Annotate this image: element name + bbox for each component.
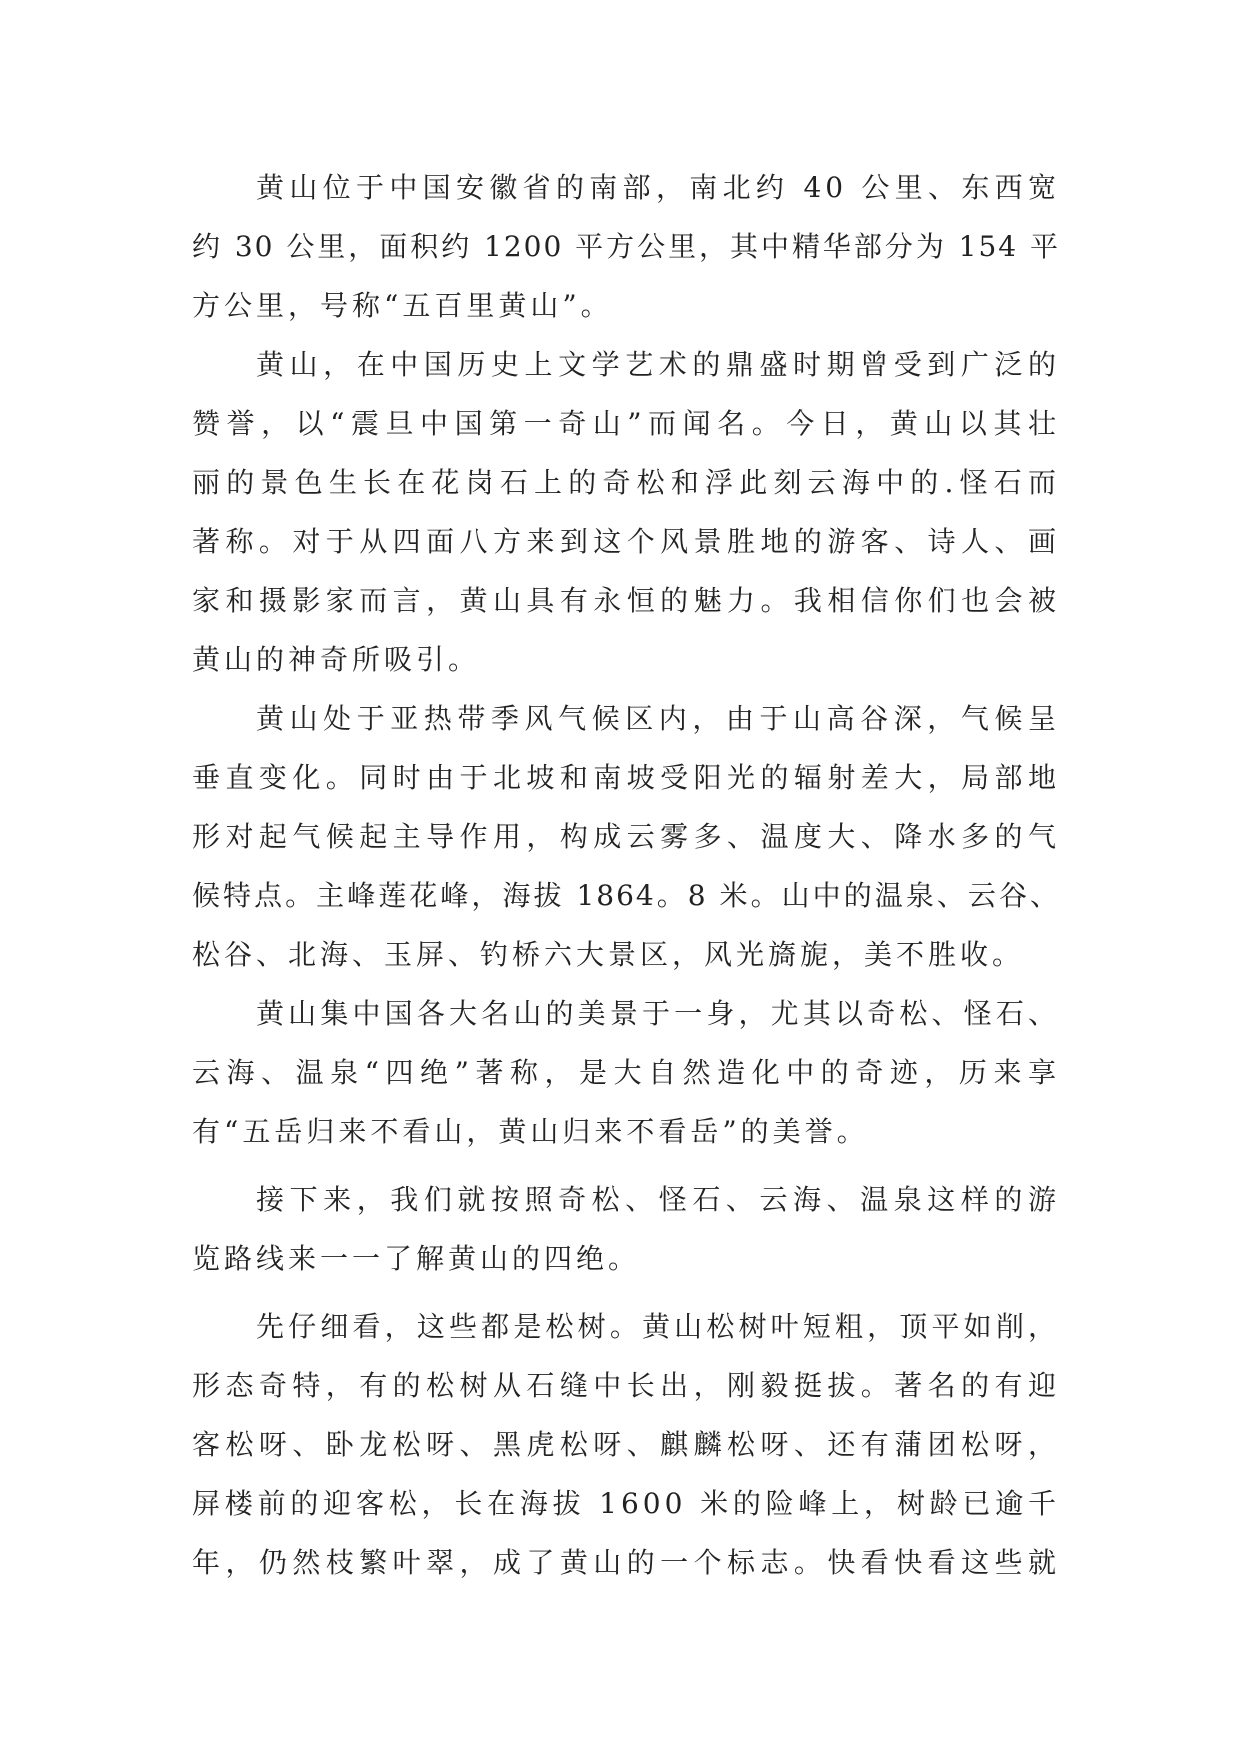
- text-line: 屏楼前的迎客松，长在海拔 1600 米的险峰上，树龄已逾千: [192, 1487, 1060, 1520]
- text-line: 年，仍然枝繁叶翠，成了黄山的一个标志。快看快看这些就: [192, 1546, 1060, 1579]
- paragraph: [192, 984, 1060, 1161]
- paragraph: [192, 689, 1060, 984]
- text-line: 候特点。主峰莲花峰，海拔 1864。8 米。山中的温泉、云谷、: [192, 879, 1060, 912]
- text-line: 松谷、北海、玉屏、钓桥六大景区，风光旖旎，美不胜收。: [192, 938, 1025, 971]
- text-line: 黄山，在中国历史上文学艺术的鼎盛时期曾受到广泛的: [256, 348, 1060, 381]
- text-line: 形对起气候起主导作用，构成云雾多、温度大、降水多的气: [192, 820, 1060, 853]
- text-line: 著称。对于从四面八方来到这个风景胜地的游客、诗人、画: [192, 525, 1060, 558]
- text-line: 云海、温泉“四绝”著称，是大自然造化中的奇迹，历来享: [192, 1056, 1060, 1089]
- document-body: [192, 158, 1060, 1592]
- text-line: 览路线来一一了解黄山的四绝。: [192, 1242, 641, 1275]
- text-line: 丽的景色生长在花岗石上的奇松和浮此刻云海中的.怪石而: [192, 466, 1060, 499]
- paragraph-gap: [192, 1288, 1060, 1297]
- paragraph: [192, 1170, 1060, 1288]
- text-line: 黄山位于中国安徽省的南部，南北约 40 公里、东西宽: [256, 171, 1060, 204]
- paragraph: [192, 1297, 1060, 1592]
- paragraph: [192, 158, 1060, 335]
- text-line: 黄山处于亚热带季风气候区内，由于山高谷深，气候呈: [256, 702, 1060, 735]
- text-line: 方公里，号称“五百里黄山”。: [192, 289, 613, 322]
- text-line: 形态奇特，有的松树从石缝中长出，刚毅挺拔。著名的有迎: [192, 1369, 1060, 1402]
- text-line: 垂直变化。同时由于北坡和南坡受阳光的辐射差大，局部地: [192, 761, 1060, 794]
- text-line: 赞誉，以“震旦中国第一奇山”而闻名。今日，黄山以其壮: [192, 407, 1060, 440]
- paragraph-gap: [192, 1161, 1060, 1170]
- text-line: 约 30 公里，面积约 1200 平方公里，其中精华部分为 154 平: [192, 230, 1060, 263]
- text-line: 先仔细看，这些都是松树。黄山松树叶短粗，顶平如削，: [256, 1310, 1060, 1343]
- text-line: 家和摄影家而言，黄山具有永恒的魅力。我相信你们也会被: [192, 584, 1060, 617]
- text-line: 接下来，我们就按照奇松、怪石、云海、温泉这样的游: [256, 1183, 1060, 1216]
- text-line: 黄山的神奇所吸引。: [192, 643, 481, 676]
- text-line: 客松呀、卧龙松呀、黑虎松呀、麒麟松呀、还有蒲团松呀，: [192, 1428, 1060, 1461]
- text-line: 有“五岳归来不看山，黄山归来不看岳”的美誉。: [192, 1115, 869, 1148]
- paragraph: [192, 335, 1060, 689]
- text-line: 黄山集中国各大名山的美景于一身，尤其以奇松、怪石、: [256, 997, 1060, 1030]
